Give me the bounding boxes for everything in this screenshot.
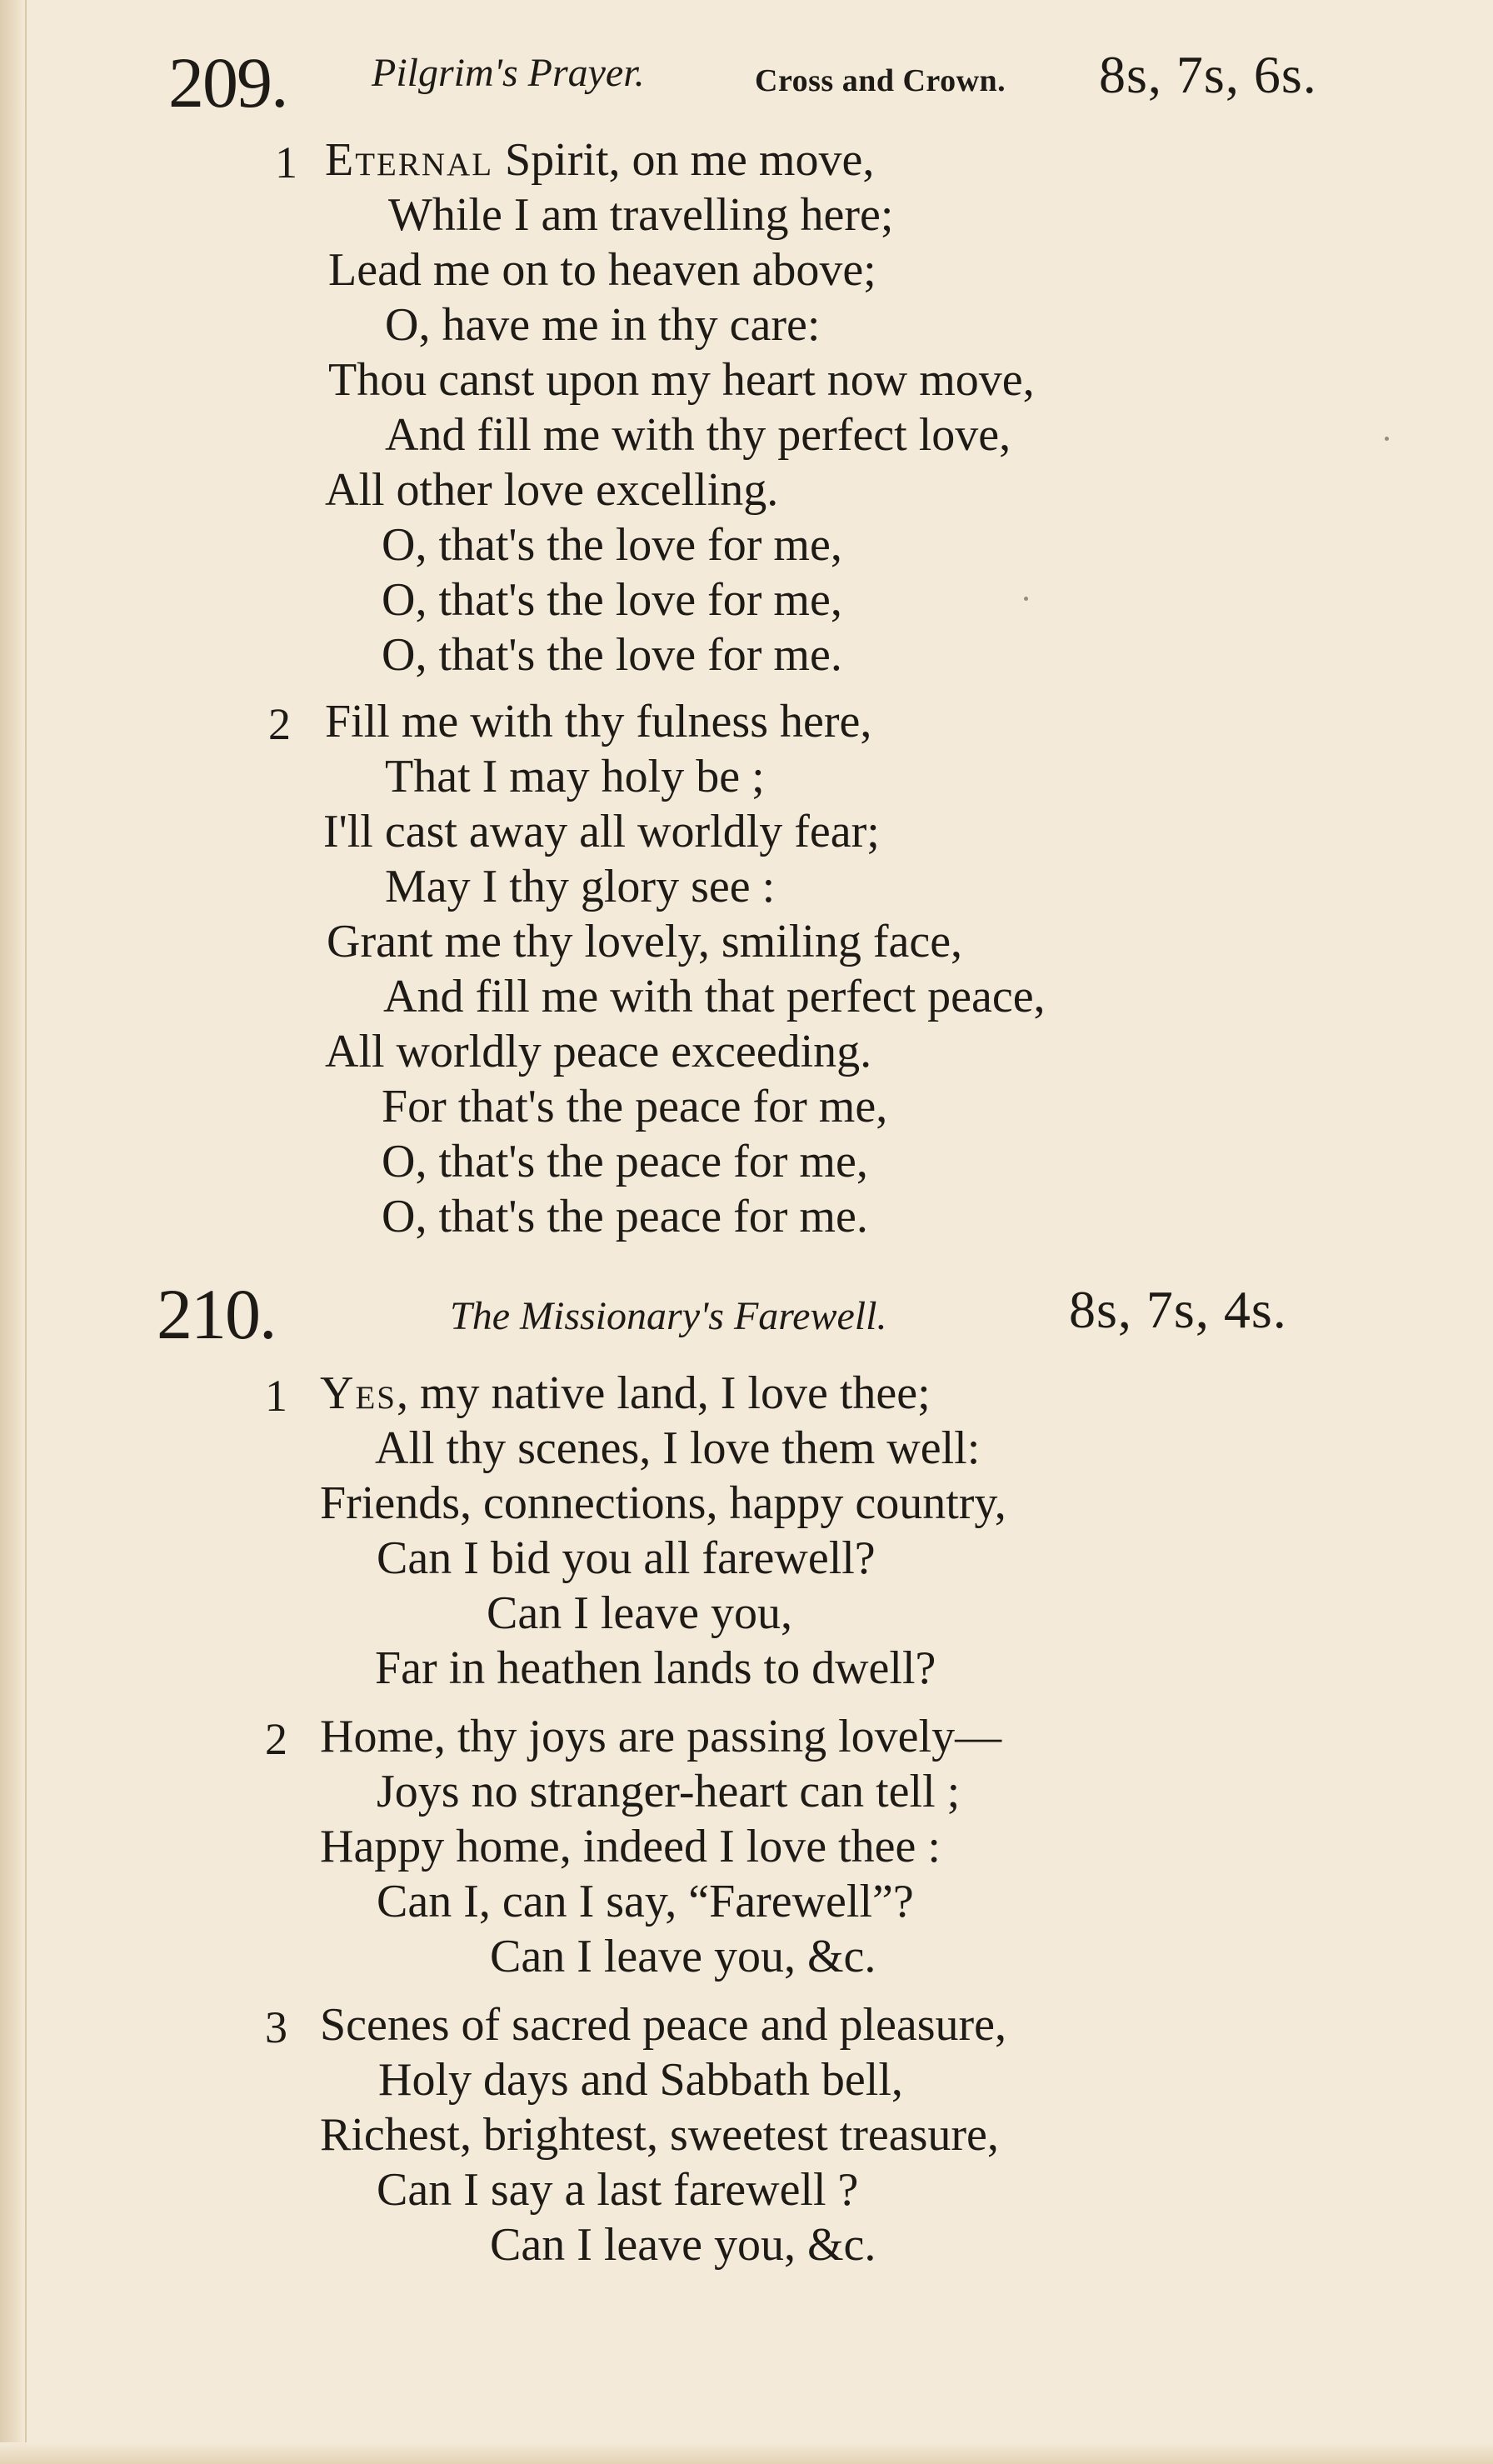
hymn-line: Far in heathen lands to dwell? — [375, 1642, 936, 1694]
verse-first-word: Eternal — [325, 134, 494, 186]
hymn-line: Holy days and Sabbath bell, — [378, 2054, 903, 2106]
hymn-line: Can I, can I say, “Farewell”? — [377, 1876, 914, 1927]
hymn-meter: 8s, 7s, 6s. — [1099, 45, 1317, 104]
hymn-line: Fill me with thy fulness here, — [325, 696, 872, 747]
hymn-line: O, that's the love for me, — [382, 574, 842, 626]
verse-first-line-rest: , my native land, I love thee; — [396, 1367, 931, 1419]
print-speck — [1385, 437, 1389, 441]
verse-number: 2 — [265, 1714, 287, 1764]
verse-first-line-rest: Spirit, on me move, — [493, 134, 875, 186]
hymn-line: Scenes of sacred peace and pleasure, — [320, 1999, 1007, 2051]
hymn-line: Can I leave you, &c. — [490, 2219, 876, 2271]
hymn-line: That I may holy be ; — [385, 751, 765, 802]
hymn-line — [320, 1367, 931, 1419]
hymn-line: O, that's the peace for me. — [382, 1191, 868, 1242]
hymn-line: Home, thy joys are passing lovely— — [320, 1711, 1002, 1762]
verse-number: 2 — [268, 699, 291, 749]
hymn-line: Thou canst upon my heart now move, — [328, 354, 1035, 406]
verse-number: 1 — [275, 137, 297, 187]
print-speck — [1024, 597, 1028, 601]
hymn-title: The Missionary's Farewell. — [450, 1294, 887, 1338]
hymn-line: O, that's the love for me, — [382, 519, 842, 571]
hymn-line: All other love excelling. — [325, 464, 779, 516]
hymn-line: I'll cast away all worldly fear; — [323, 806, 880, 857]
hymn-line: Friends, connections, happy country, — [320, 1477, 1006, 1529]
page-gutter-shadow — [0, 0, 27, 2464]
hymn-line: Joys no stranger-heart can tell ; — [377, 1766, 961, 1817]
hymn-line: While I am travelling here; — [388, 189, 894, 241]
hymn-line: For that's the peace for me, — [382, 1081, 888, 1132]
verse-number: 1 — [265, 1371, 287, 1421]
hymn-line: Richest, brightest, sweetest treasure, — [320, 2109, 999, 2161]
hymn-line: Happy home, indeed I love thee : — [320, 1821, 941, 1872]
hymn-line: Can I leave you, — [487, 1587, 792, 1639]
hymn-line: O, have me in thy care: — [385, 299, 821, 351]
verse-number: 3 — [265, 2002, 287, 2052]
hymn-line: Can I leave you, &c. — [490, 1931, 876, 1982]
hymn-line — [325, 134, 875, 186]
verse-first-word: Yes — [320, 1367, 397, 1419]
hymn-line: All worldly peace exceeding. — [325, 1026, 872, 1077]
hymn-meter: 8s, 7s, 4s. — [1069, 1280, 1287, 1339]
hymn-line: And fill me with that perfect peace, — [383, 971, 1046, 1022]
hymn-number: 210. — [157, 1274, 276, 1354]
hymn-line: Can I bid you all farewell? — [377, 1532, 876, 1584]
hymn-line: O, that's the love for me. — [382, 629, 842, 681]
hymn-tune: Cross and Crown. — [755, 63, 1006, 98]
hymn-line: Grant me thy lovely, smiling face, — [327, 916, 963, 967]
hymn-line: O, that's the peace for me, — [382, 1136, 868, 1187]
hymn-line: And fill me with thy perfect love, — [385, 409, 1011, 461]
hymn-title: Pilgrim's Prayer. — [372, 51, 645, 95]
hymn-number: 209. — [168, 42, 287, 122]
hymn-line: Lead me on to heaven above; — [328, 244, 876, 296]
page-bottom-edge — [0, 2442, 1493, 2464]
hymn-line: All thy scenes, I love them well: — [375, 1422, 981, 1474]
hymn-line: May I thy glory see : — [385, 861, 776, 912]
hymn-line: Can I say a last farewell ? — [377, 2164, 859, 2216]
